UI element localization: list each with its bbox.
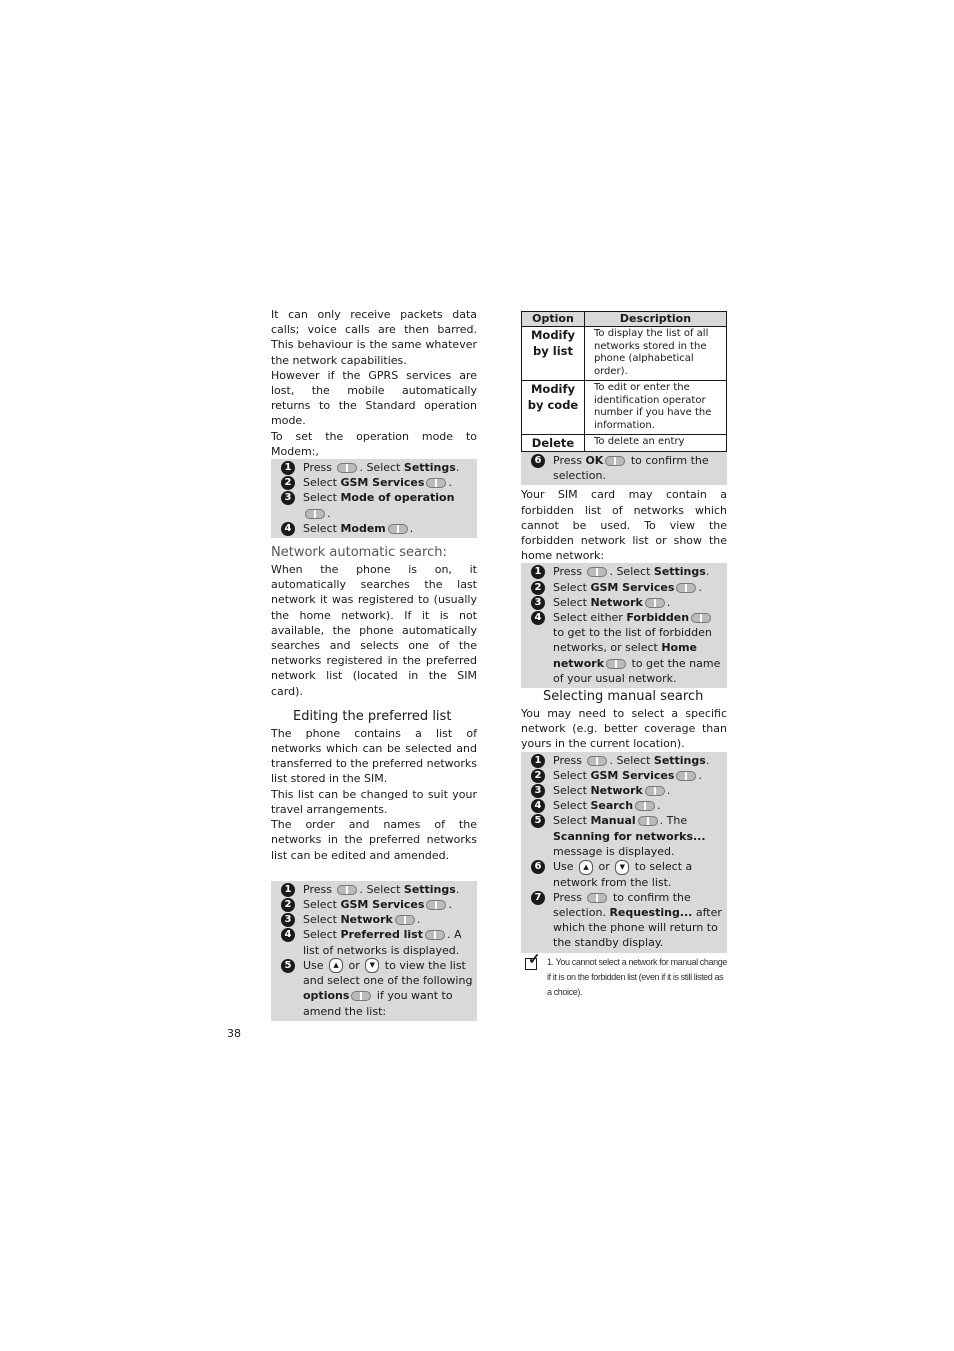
soft-key-icon (351, 991, 371, 1001)
footnote-text: 1. You cannot select a network for manual change if it is on the forbidden list (even if it is still listed as a choice). (547, 956, 727, 997)
step-item (271, 521, 477, 536)
soft-key-icon (606, 659, 626, 669)
step-keyword: GSM Services (340, 476, 425, 490)
step-keyword: GSM Services (590, 768, 675, 782)
step-keyword: Preferred list (340, 928, 423, 942)
step-number: 4 (531, 799, 545, 813)
step-item (521, 890, 727, 951)
step-keyword: Settings (653, 565, 706, 579)
step-keyword: Network (590, 595, 643, 609)
nav-up-icon: ▲ (329, 958, 343, 973)
step-number: 7 (531, 891, 545, 905)
step-item (521, 453, 727, 483)
step-number: 3 (281, 913, 295, 927)
table-header-row (522, 312, 727, 327)
soft-key-icon (645, 598, 665, 608)
step-number: 5 (281, 959, 295, 973)
soft-key-icon (605, 456, 625, 466)
steps-forbidden-list (521, 563, 727, 688)
step-text: Select Network . (303, 913, 421, 927)
footnote (521, 950, 727, 1000)
step-item (271, 475, 477, 490)
left-column (271, 307, 477, 1021)
step-text: Select Network . (553, 784, 671, 798)
soft-key-icon (638, 816, 658, 826)
step-item (521, 859, 727, 890)
paragraph: This list can be changed to suit your travel arrangements. (271, 787, 477, 816)
table-row (522, 381, 727, 435)
step-text: Press . Select Settings. (303, 461, 460, 475)
step-number: 4 (281, 522, 295, 536)
step-item (271, 897, 477, 912)
option-description: To edit or enter the identification operator number if you have the information. (585, 381, 727, 435)
step-keyword: Forbidden (626, 611, 690, 625)
step-number: 1 (531, 754, 545, 768)
step-number: 3 (281, 491, 295, 505)
step-number: 1 (531, 565, 545, 579)
soft-key-icon (305, 509, 325, 519)
soft-key-icon (635, 801, 655, 811)
step-item (271, 490, 477, 520)
step-text: Press OK to confirm the selection. (553, 454, 709, 483)
option-description: To display the list of all networks stored in the phone (alphabetical order). (585, 327, 727, 381)
step-text: Select Network . (553, 595, 671, 609)
step-keyword: Settings (653, 753, 706, 767)
step-text: Press . Select Settings. (553, 565, 710, 579)
step-item (521, 595, 727, 610)
table-header: Description (585, 312, 727, 327)
step-text: Select Preferred list . A list of networks is displayed. (303, 928, 462, 957)
table-row (522, 327, 727, 381)
paragraph: The order and names of the networks in the preferred networks list can be edited and amended. (271, 818, 477, 862)
step-text: Press to confirm the selection. Requesting... after which the phone will return to the standby display. (553, 890, 722, 950)
step-number: 3 (531, 596, 545, 610)
option-name: Modify by list (522, 327, 585, 381)
soft-key-icon (395, 915, 415, 925)
options-table (521, 311, 727, 452)
table-header: Option (522, 312, 585, 327)
step-text: Press . Select Settings. (303, 882, 460, 896)
soft-key-icon (587, 756, 607, 766)
soft-key-icon (337, 463, 357, 473)
intro-text (271, 307, 477, 459)
soft-key-icon (388, 524, 408, 534)
step-item (521, 610, 727, 686)
step-text: Select GSM Services . (303, 476, 452, 490)
step-keyword: Settings (403, 461, 456, 475)
step-keyword: Manual (590, 814, 636, 828)
soft-key-icon (337, 885, 357, 895)
step-item (521, 783, 727, 798)
nav-down-icon: ▼ (615, 860, 629, 875)
step-text: Select Search . (553, 799, 661, 813)
step-item (271, 927, 477, 957)
step-item (521, 753, 727, 768)
step-number: 2 (531, 769, 545, 783)
soft-key-icon (676, 771, 696, 781)
step-keyword: Network (340, 913, 393, 927)
step-number: 4 (531, 611, 545, 625)
step-number: 6 (531, 860, 545, 874)
step-keyword: Scanning for networks... (553, 829, 706, 843)
heading-network-automatic-search: Network automatic search: (271, 545, 447, 561)
step-item (271, 958, 477, 1019)
step-keyword: Search (590, 799, 634, 813)
step-text: Use ▲ or ▼ to view the list and select one of the following options if you want to amend the list: (303, 958, 473, 1018)
soft-key-icon (645, 786, 665, 796)
step-keyword: options (303, 989, 350, 1003)
page-number: 38 (227, 1027, 241, 1040)
step-text: Select GSM Services . (553, 580, 702, 594)
step-item (521, 768, 727, 783)
nav-down-icon: ▼ (365, 958, 379, 973)
step-item (521, 580, 727, 595)
step-keyword: Network (590, 784, 643, 798)
soft-key-icon (691, 613, 711, 623)
paragraph: However if the GPRS services are lost, the mobile automatically returns to the Standard operation mode. (271, 368, 477, 428)
heading-selecting-manual-search: Selecting manual search (543, 689, 704, 705)
step-keyword: GSM Services (340, 897, 425, 911)
step-text: Select GSM Services . (553, 768, 702, 782)
option-name: Delete (522, 435, 585, 452)
step-number: 1 (281, 883, 295, 897)
paragraph: When the phone is on, it automatically searches the last network it was registered to (usually the home network). If it is not available, the phone automatically searches and selects one of the networks registered in the preferred network list (located in the SIM card). (271, 563, 477, 698)
paragraph: Your SIM card may contain a forbidden list of networks which cannot be used. To view the forbidden network list or show the home network: (521, 488, 727, 563)
step-number: 2 (281, 898, 295, 912)
paragraph: You may need to select a specific network (e.g. better coverage than yours in the current location). (521, 707, 727, 751)
step-number: 4 (281, 928, 295, 942)
step-number: 1 (281, 461, 295, 475)
option-description: To delete an entry (585, 435, 727, 452)
option-name: Modify by code (522, 381, 585, 435)
step-keyword: OK (585, 454, 604, 467)
paragraph: To set the operation mode to Modem:, (271, 429, 477, 458)
step-number: 5 (531, 814, 545, 828)
step-text: Select either Forbidden to get to the list of forbidden networks, or select Home network to get the name of your usual network. (553, 611, 721, 685)
step-number: 2 (281, 476, 295, 490)
step-keyword: Settings (403, 882, 456, 896)
soft-key-icon (676, 583, 696, 593)
step-text: Select Modem . (303, 521, 414, 535)
soft-key-icon (426, 900, 446, 910)
step-item (271, 460, 477, 475)
step-keyword: GSM Services (590, 580, 675, 594)
steps-manual-search (521, 752, 727, 953)
step-text: Select Manual . The Scanning for networks... message is displayed. (553, 814, 706, 858)
step-keyword: Mode of operation (340, 491, 455, 505)
step-text: Press . Select Settings. (553, 753, 710, 767)
step-text: Select Mode of operation. (303, 491, 455, 520)
steps-mode-operation (271, 459, 477, 538)
paragraph: The phone contains a list of networks which can be selected and transferred to the preferred networks list stored in the SIM. (271, 726, 477, 786)
step-item (521, 813, 727, 859)
step-text: Use ▲ or ▼ to select a network from the list. (553, 860, 693, 889)
soft-key-icon (426, 478, 446, 488)
soft-key-icon (587, 567, 607, 577)
nav-up-icon: ▲ (579, 860, 593, 875)
step-number: 3 (531, 784, 545, 798)
step-text: Select GSM Services . (303, 897, 452, 911)
step-item (521, 564, 727, 579)
paragraph: It can only receive packets data calls; voice calls are then barred. This behaviour is the same whatever the network capabilities. (271, 308, 477, 367)
step-keyword: Requesting... (609, 905, 693, 919)
step-item (521, 798, 727, 813)
step-number: 6 (531, 454, 545, 468)
heading-editing-preferred-list: Editing the preferred list (293, 708, 452, 724)
steps-confirm (521, 452, 727, 485)
step-item (271, 882, 477, 897)
steps-preferred-list (271, 881, 477, 1021)
soft-key-icon (587, 893, 607, 903)
step-item (271, 912, 477, 927)
step-keyword: Modem (340, 521, 386, 535)
right-column (521, 311, 727, 1000)
step-keyword: Home network (553, 641, 698, 670)
step-number: 2 (531, 581, 545, 595)
note-check-icon: ✓ (525, 955, 541, 969)
soft-key-icon (425, 930, 445, 940)
table-row (522, 435, 727, 452)
